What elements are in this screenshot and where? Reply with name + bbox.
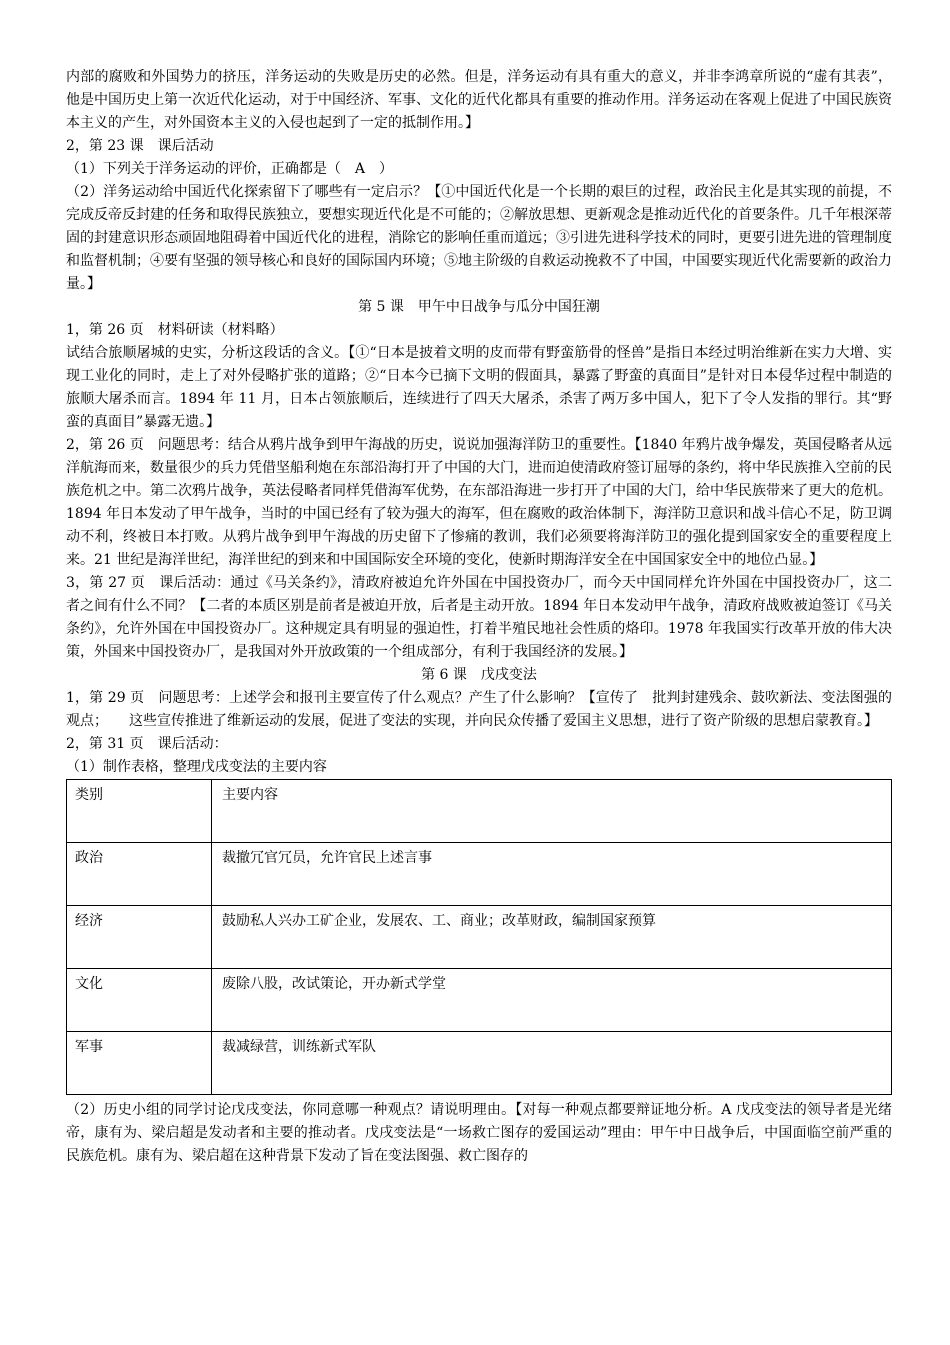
table-row [67,843,892,906]
table-cell-category: 政治 [67,843,212,906]
paragraph: 试结合旅顺屠城的史实，分析这段话的含义。【①“日本是披着文明的皮而带有野蛮筋骨的怪兽”是指日本经过明治维新在实力大增、实现工业化的同时，走上了对外侵略扩张的道路；②“日本今已摘下文明的假面具，暴露了野蛮的真面目”是针对日本侵华过程中制造的旅顺大屠杀而言。1894 年 11 月，日本占领旅顺后，连续进行了四天大屠杀，杀害了两万多中国人，犯下了令人发指的罪行。其“野蛮的真面目”暴露无遗。】 [66,345,892,430]
table-header-category: 类别 [67,780,212,843]
table-cell-content: 鼓励私人兴办工矿企业，发展农、工、商业；改革财政，编制国家预算 [212,906,892,969]
table-row [67,906,892,969]
paragraph: （2）洋务运动给中国近代化探索留下了哪些有一定启示？【①中国近代化是一个长期的艰巨的过程，政治民主化是其实现的前提，不完成反帝反封建的任务和取得民族独立，要想实现近代化是不可能的；②解放思想、更新观念是推动近代化的首要条件。几千年根深蒂固的封建意识形态顽固地阻碍着中国近代化的进程，消除它的影响任重而道远；③引进先进科学技术的同时，更要引进先进的管理制度和监督机制；④要有坚强的领导核心和良好的国际国内环境；⑤地主阶级的自救运动挽救不了中国，中国要实现近代化需要新的政治力量。】 [66,184,892,292]
reform-content-table [66,779,892,1095]
paragraph: （1）制作表格，整理戊戌变法的主要内容 [66,759,327,775]
paragraph: （1）下列关于洋务运动的评价，正确都是（ A ） [66,161,394,177]
paragraph: 2，第 23 课 课后活动 [66,138,214,154]
paragraph: （2）历史小组的同学讨论戊戌变法，你同意哪一种观点？请说明理由。【对每一种观点都要辩证地分析。A 戊戌变法的领导者是光绪帝，康有为、梁启超是发动者和主要的推动者。戊戌变法是“一场救亡图存的爱国运动”理由：甲午中日战争后，中国面临空前严重的民族危机。康有为、梁启超在这种背景下发动了旨在变法图强、救亡图存的 [66,1102,892,1164]
text-before-table [66,66,892,779]
document-body [66,66,892,1168]
table-cell-category: 文化 [67,969,212,1032]
paragraph: 3，第 27 页 课后活动：通过《马关条约》，清政府被迫允许外国在中国投资办厂，而今天中国同样允许外国在中国投资办厂，这二者之间有什么不同？【二者的本质区别是前者是被迫开放，后者是主动开放。1894 年日本发动甲午战争，清政府战败被迫签订《马关条约》，允许外国在中国投资办厂。这种规定具有明显的强迫性，打着半殖民地社会性质的烙印。1978 年我国实行改革开放的伟大决策，外国来中国投资办厂，是我国对外开放政策的一个组成部分，有利于我国经济的发展。】 [66,575,892,660]
table-cell-category: 军事 [67,1032,212,1095]
paragraph: 2，第 31 页 课后活动： [66,736,228,752]
table-cell-content: 裁撤冗官冗员，允许官民上述言事 [212,843,892,906]
paragraph: 1，第 29 页 问题思考：上述学会和报刊主要宣传了什么观点？产生了什么影响？【宣传了 批判封建残余、鼓吹新法、变法图强的观点； 这些宣传推进了维新运动的发展，促进了变法的实现，并向民众传播了爱国主义思想，进行了资产阶级的思想启蒙教育。】 [66,690,892,729]
table-row [67,1032,892,1095]
table-cell-category: 经济 [67,906,212,969]
paragraph: 1，第 26 页 材料研读（材料略） [66,322,284,338]
text-after-table [66,1099,892,1168]
paragraph: 内部的腐败和外国势力的挤压，洋务运动的失败是历史的必然。但是，洋务运动有具有重大的意义，并非李鸿章所说的“虚有其表”，他是中国历史上第一次近代化运动，对于中国经济、军事、文化的近代化都具有重要的推动作用。洋务运动在客观上促进了中国民族资本主义的产生，对外国资本主义的入侵也起到了一定的抵制作用。】 [66,69,892,131]
table-row [67,969,892,1032]
table-cell-content: 废除八股，改试策论，开办新式学堂 [212,969,892,1032]
table-header-row [67,780,892,843]
lesson-heading: 第 6 课 戊戌变法 [421,667,537,683]
table-cell-content: 裁减绿营，训练新式军队 [212,1032,892,1095]
table-header-content: 主要内容 [212,780,892,843]
lesson-heading: 第 5 课 甲午中日战争与瓜分中国狂潮 [358,299,600,315]
paragraph: 2，第 26 页 问题思考：结合从鸦片战争到甲午海战的历史，说说加强海洋防卫的重要性。【1840 年鸦片战争爆发，英国侵略者从远洋航海而来，数量很少的兵力凭借坚船利炮在东部沿海打开了中国的大门，进而迫使清政府签订屈辱的条约，将中华民族推入空前的民族危机之中。第二次鸦片战争，英法侵略者同样凭借海军优势，在东部沿海进一步打开了中国的大门，给中华民族带来了更大的危机。1894 年日本发动了甲午战争，当时的中国已经有了较为强大的海军，但在腐败的政治体制下，海洋防卫意识和战斗信心不足，防卫调动不利，终被日本打败。从鸦片战争到甲午海战的历史留下了惨痛的教训，我们必须要将海洋防卫的强化提到国家安全的重要程度上来。21 世纪是海洋世纪，海洋世纪的到来和中国国际安全环境的变化，使新时期海洋安全在中国国家安全中的地位凸显。】 [66,437,892,568]
